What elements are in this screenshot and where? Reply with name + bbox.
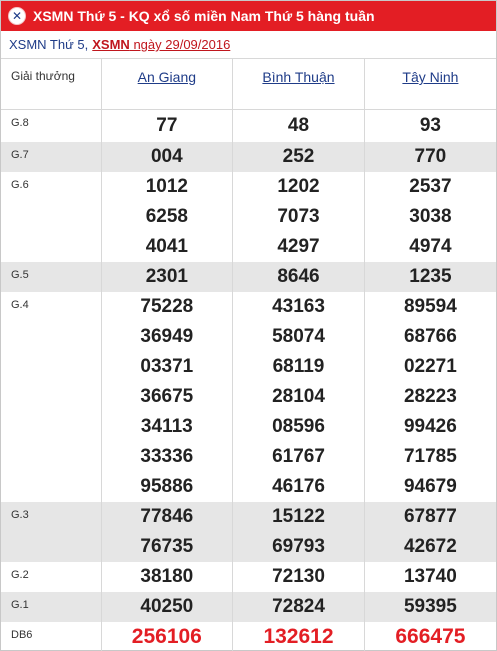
prize-number: 28223 [403, 385, 457, 407]
result-cell [233, 142, 365, 172]
prize-label: G.4 [1, 292, 101, 502]
result-cell [101, 592, 233, 622]
prize-number: 36675 [140, 385, 194, 407]
result-cell [364, 142, 496, 172]
prize-number: 4974 [409, 235, 452, 257]
prize-number: 13740 [403, 565, 457, 587]
prize-label: G.3 [1, 502, 101, 562]
province-link-an-giang[interactable]: An Giang [137, 69, 197, 85]
date-link-bold: XSMN [92, 37, 130, 52]
result-cell [233, 262, 365, 292]
prize-number: 72824 [272, 595, 325, 617]
result-cell [233, 592, 365, 622]
prize-number: 61767 [272, 445, 325, 467]
prize-number: 4297 [277, 235, 320, 257]
table-header-row [1, 59, 496, 109]
prize-number: 7073 [277, 205, 320, 227]
result-cell [101, 172, 233, 262]
prize-label: G.7 [1, 142, 101, 172]
logo-icon [8, 7, 26, 25]
prize-number: 43163 [272, 295, 325, 317]
prize-number: 46176 [272, 475, 325, 497]
prize-number: 48 [287, 114, 310, 136]
prize-number: 1012 [145, 175, 188, 197]
page-title: XSMN Thứ 5 - KQ xổ số miền Nam Thứ 5 hàng tuần [33, 8, 375, 24]
special-prize-number: 132612 [263, 625, 334, 648]
result-cell [233, 292, 365, 502]
prize-number: 77846 [140, 505, 194, 527]
prize-number: 75228 [140, 295, 194, 317]
date-link-text: ngày 29/09/2016 [129, 37, 231, 52]
province-link-binh-thuan[interactable]: Bình Thuận [262, 69, 335, 85]
result-cell [233, 172, 365, 262]
prize-row [1, 142, 496, 172]
prize-number: 770 [414, 145, 447, 167]
prize-number: 36949 [140, 325, 194, 347]
prize-row [1, 502, 496, 562]
prize-column-header: Giải thưởng [1, 59, 101, 109]
prize-number: 95886 [140, 475, 194, 497]
breadcrumb-prefix: XSMN Thứ 5, [9, 37, 89, 52]
special-prize-number: 256106 [131, 625, 202, 648]
prize-number: 38180 [140, 565, 194, 587]
result-cell [101, 292, 233, 502]
prize-label: G.1 [1, 592, 101, 622]
logo-mark: ✕ [11, 9, 23, 23]
prize-number: 08596 [272, 415, 325, 437]
prize-row [1, 622, 496, 651]
title-bar [1, 1, 496, 31]
result-cell [364, 622, 496, 651]
prize-row [1, 292, 496, 502]
prize-number: 004 [150, 145, 183, 167]
province-header [233, 59, 365, 109]
prize-number: 72130 [272, 565, 325, 587]
result-cell [233, 562, 365, 592]
prize-number: 252 [282, 145, 315, 167]
result-cell [101, 142, 233, 172]
province-header [364, 59, 496, 109]
prize-number: 8646 [277, 265, 320, 287]
prize-label: G.6 [1, 172, 101, 262]
prize-number: 3038 [409, 205, 452, 227]
prize-number: 2537 [409, 175, 452, 197]
prize-row [1, 562, 496, 592]
prize-number: 34113 [140, 415, 193, 437]
prize-number: 93 [419, 114, 441, 136]
breadcrumb [1, 31, 496, 59]
prize-number: 69793 [272, 535, 325, 557]
prize-row [1, 172, 496, 262]
result-cell [233, 109, 365, 142]
prize-row [1, 262, 496, 292]
result-cell [364, 592, 496, 622]
prize-number: 2301 [145, 265, 188, 287]
province-header [101, 59, 233, 109]
result-cell [364, 502, 496, 562]
prize-number: 89594 [403, 295, 457, 317]
prize-number: 03371 [140, 355, 194, 377]
prize-number: 33336 [140, 445, 194, 467]
result-cell [101, 262, 233, 292]
results-table [1, 59, 496, 651]
prize-number: 99426 [403, 415, 457, 437]
prize-number: 1235 [409, 265, 452, 287]
province-link-tay-ninh[interactable]: Tây Ninh [402, 69, 459, 85]
prize-number: 59395 [403, 595, 457, 617]
result-cell [233, 502, 365, 562]
prize-number: 77 [156, 114, 178, 136]
prize-number: 28104 [272, 385, 325, 407]
prize-number: 4041 [145, 235, 188, 257]
date-link[interactable] [92, 37, 230, 52]
result-cell [233, 622, 365, 651]
result-cell [101, 622, 233, 651]
result-cell [101, 109, 233, 142]
result-cell [101, 562, 233, 592]
result-cell [364, 262, 496, 292]
prize-number: 6258 [145, 205, 188, 227]
prize-number: 58074 [272, 325, 325, 347]
prize-number: 94679 [403, 475, 457, 497]
prize-label: DB6 [1, 622, 101, 651]
prize-label: G.8 [1, 109, 101, 142]
prize-row [1, 109, 496, 142]
prize-number: 76735 [140, 535, 194, 557]
prize-row [1, 592, 496, 622]
result-cell [364, 172, 496, 262]
prize-number: 71785 [403, 445, 457, 467]
result-cell [364, 109, 496, 142]
prize-label: G.5 [1, 262, 101, 292]
prize-number: 15122 [272, 505, 325, 527]
prize-number: 68119 [272, 355, 325, 377]
prize-label: G.2 [1, 562, 101, 592]
special-prize-number: 666475 [395, 625, 466, 648]
prize-number: 40250 [140, 595, 194, 617]
prize-number: 42672 [403, 535, 457, 557]
result-cell [101, 502, 233, 562]
prize-number: 1202 [277, 175, 320, 197]
results-body [1, 109, 496, 651]
result-cell [364, 562, 496, 592]
prize-number: 68766 [403, 325, 457, 347]
prize-number: 02271 [403, 355, 457, 377]
prize-number: 67877 [403, 505, 457, 527]
result-cell [364, 292, 496, 502]
